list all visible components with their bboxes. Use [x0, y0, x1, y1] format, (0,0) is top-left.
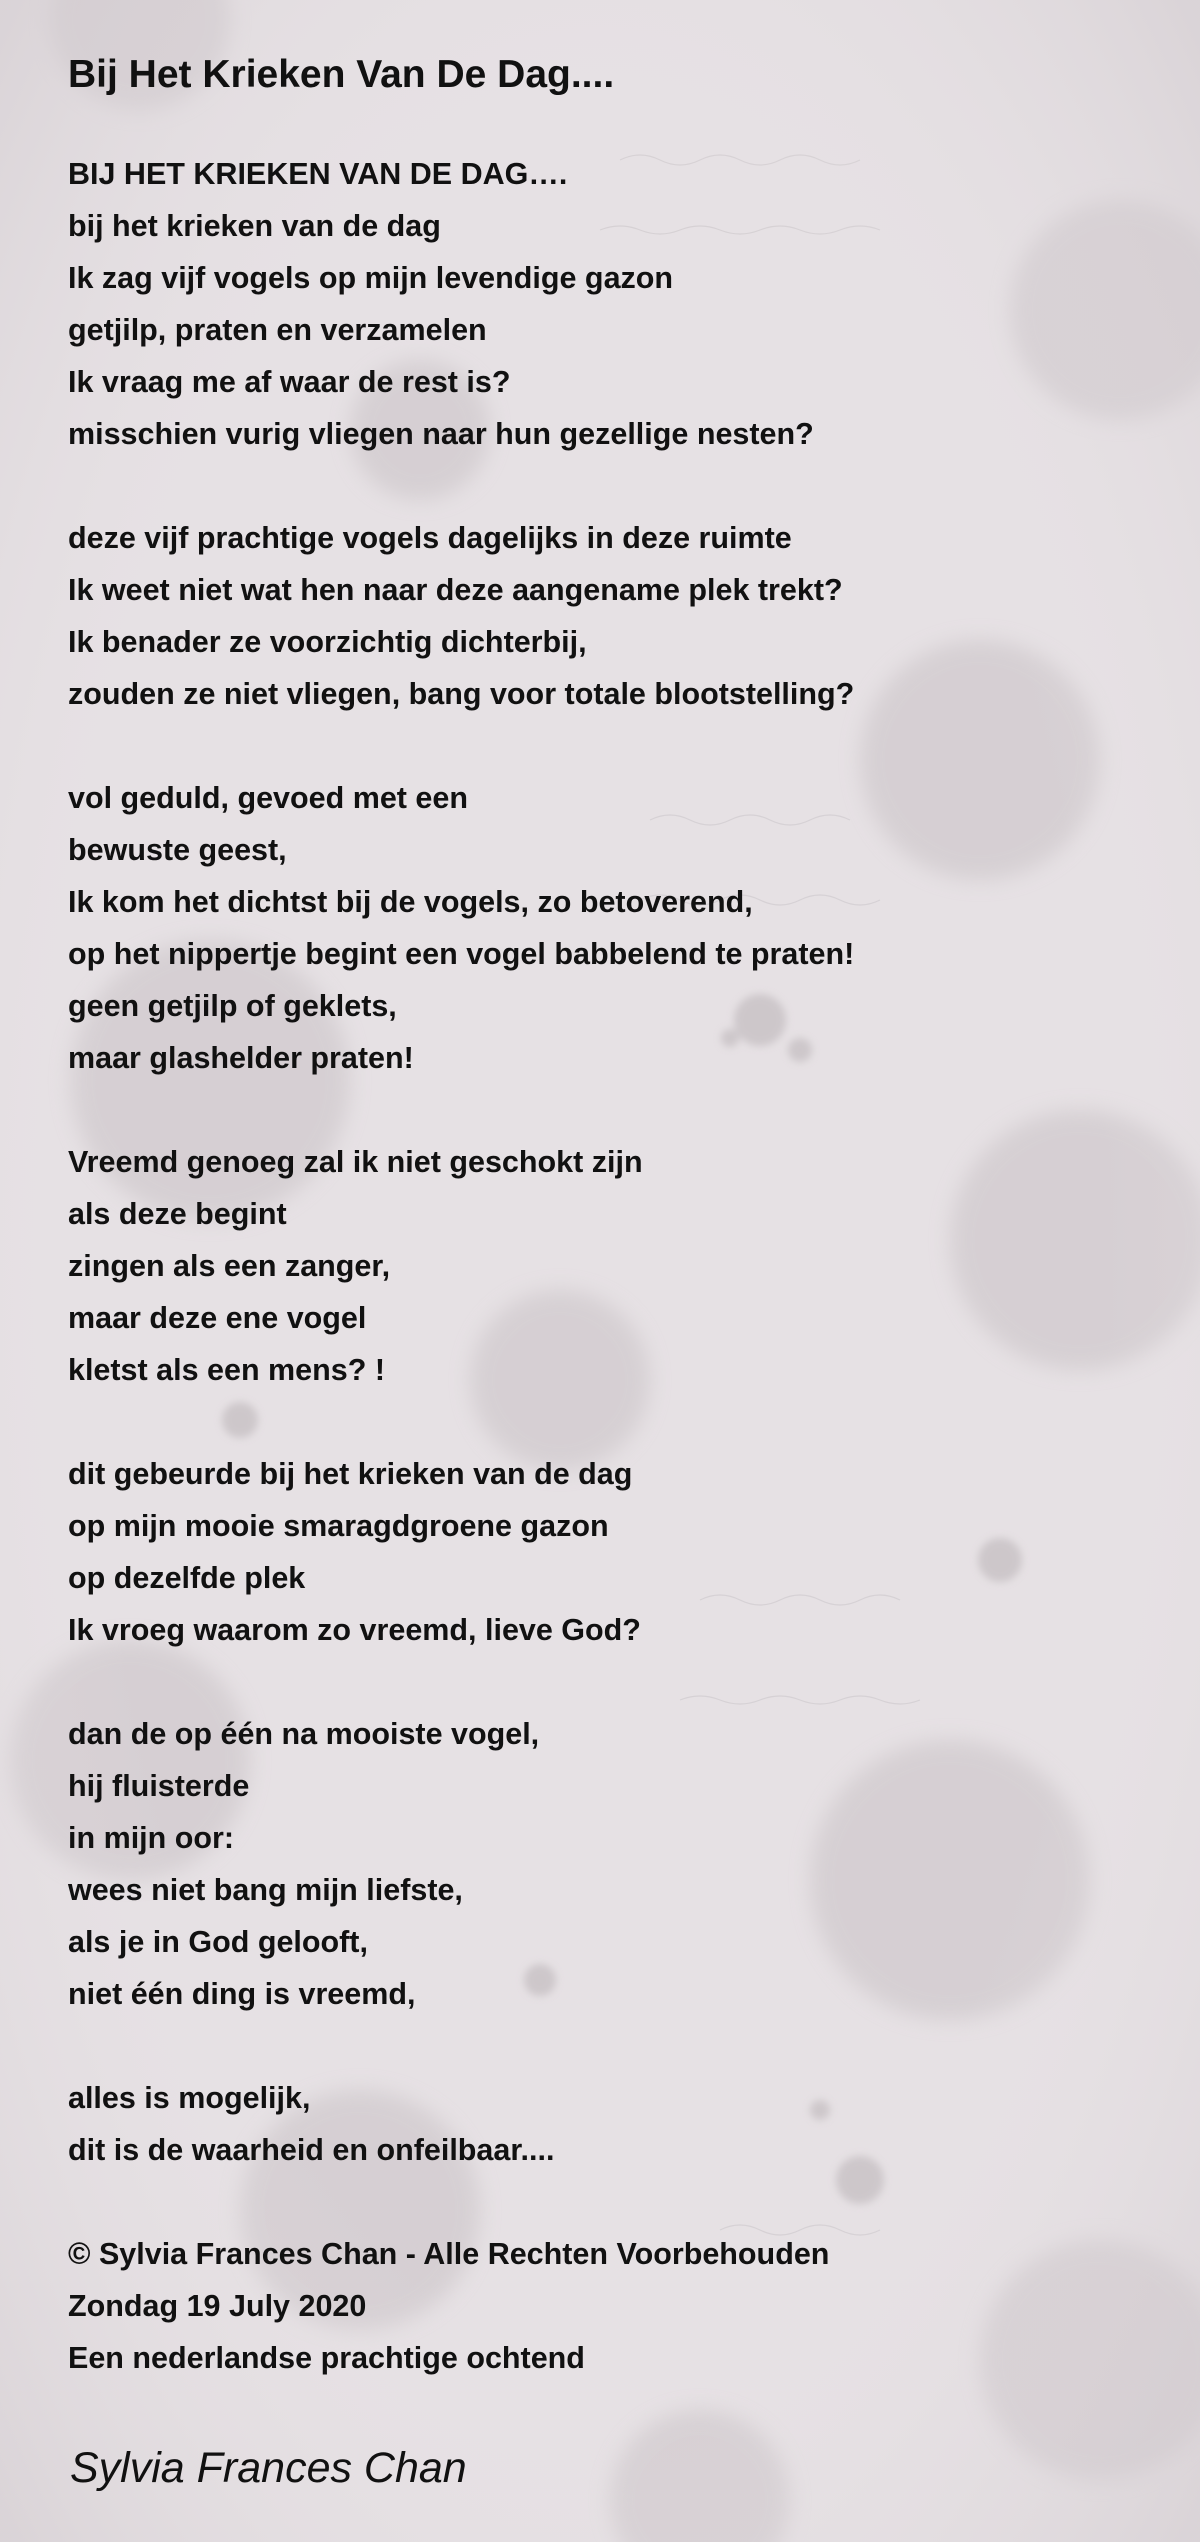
poem-line: bij het krieken van de dag — [68, 209, 441, 243]
poem-body — [68, 148, 1148, 2436]
poem-line: Ik weet niet wat hen naar deze aangename plek trekt? — [68, 573, 843, 607]
author-signature: Sylvia Frances Chan — [70, 2444, 467, 2492]
poem-line: dit gebeurde bij het krieken van de dag — [68, 1457, 633, 1491]
poem-line: Ik zag vijf vogels op mijn levendige gazon — [68, 261, 674, 295]
stanza — [68, 512, 1148, 720]
poem-line: deze vijf prachtige vogels dagelijks in deze ruimte — [68, 521, 792, 555]
poem-line: dit is de waarheid en onfeilbaar.... — [68, 2133, 555, 2167]
poem-line: als je in God gelooft, — [68, 1925, 368, 1959]
poem-line: Vreemd genoeg zal ik niet geschokt zijn — [68, 1145, 643, 1179]
poem-line: Ik benader ze voorzichtig dichterbij, — [68, 625, 587, 659]
poem-line: Ik vroeg waarom zo vreemd, lieve God? — [68, 1613, 641, 1647]
poem-line: in mijn oor: — [68, 1821, 235, 1855]
poem-line: Ik vraag me af waar de rest is? — [68, 365, 511, 399]
poem-line: vol geduld, gevoed met een — [68, 781, 468, 815]
poem-line: alles is mogelijk, — [68, 2081, 311, 2115]
poem-line: BIJ HET KRIEKEN VAN DE DAG…. — [68, 157, 568, 191]
poem-line: bewuste geest, — [68, 833, 287, 867]
poem-line: hij fluisterde — [68, 1769, 250, 1803]
poem-line: Een nederlandse prachtige ochtend — [68, 2341, 585, 2375]
poem-line: op mijn mooie smaragdgroene gazon — [68, 1509, 609, 1543]
poem-line: dan de op één na mooiste vogel, — [68, 1717, 540, 1751]
poem-line: zingen als een zanger, — [68, 1249, 391, 1283]
poem-line: kletst als een mens? ! — [68, 1353, 385, 1387]
stanza — [68, 1708, 1148, 2020]
poem-line: als deze begint — [68, 1197, 287, 1231]
poem-line: maar glashelder praten! — [68, 1041, 414, 1075]
stanza — [68, 772, 1148, 1084]
poem-line: zouden ze niet vliegen, bang voor totale blootstelling? — [68, 677, 855, 711]
stanza — [68, 1136, 1148, 1396]
poem-line: maar deze ene vogel — [68, 1301, 367, 1335]
poem-line: getjilp, praten en verzamelen — [68, 313, 487, 347]
poem-line: op het nippertje begint een vogel babbelend te praten! — [68, 937, 855, 971]
poem-line: wees niet bang mijn liefste, — [68, 1873, 463, 1907]
stanza — [68, 1448, 1148, 1656]
stanza — [68, 2228, 1148, 2384]
poem-title: Bij Het Krieken Van De Dag.... — [68, 53, 615, 96]
poem-line: niet één ding is vreemd, — [68, 1977, 416, 2011]
poem-line: op dezelfde plek — [68, 1561, 306, 1595]
poem-line: Zondag 19 July 2020 — [68, 2289, 367, 2323]
poem-line: Ik kom het dichtst bij de vogels, zo betoverend, — [68, 885, 753, 919]
poem-line: geen getjilp of geklets, — [68, 989, 397, 1023]
poem-line: misschien vurig vliegen naar hun gezellige nesten? — [68, 417, 814, 451]
poem-line: © Sylvia Frances Chan - Alle Rechten Voorbehouden — [68, 2237, 830, 2271]
stanza — [68, 148, 1148, 460]
stanza — [68, 2072, 1148, 2176]
